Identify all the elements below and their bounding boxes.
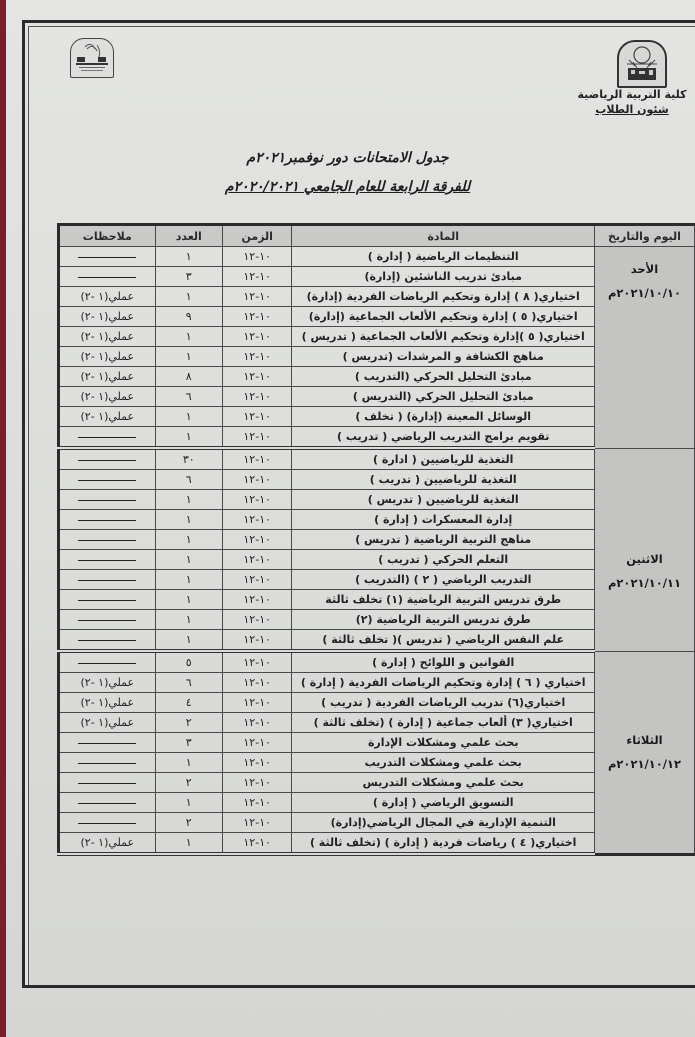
empty-note-line: [78, 560, 136, 561]
column-header-subject: المادة: [292, 225, 594, 247]
notes-cell: عملي(١ -٢): [59, 387, 156, 407]
count-cell: ١: [155, 590, 222, 610]
day-date-cell: [594, 651, 694, 854]
count-cell: ١: [155, 550, 222, 570]
notes-cell: عملي(١ -٢): [59, 287, 156, 307]
time-cell: ١٠-١٢: [222, 733, 292, 753]
time-cell: ١٠-١٢: [222, 610, 292, 630]
notes-cell: عملي(١ -٢): [59, 407, 156, 427]
notes-cell: [59, 448, 156, 470]
time-cell: ١٠-١٢: [222, 833, 292, 855]
subject-cell: التغذية للرياضيين ( ادارة ): [292, 448, 594, 470]
notes-cell: عملي(١ -٢): [59, 693, 156, 713]
subject-cell: علم النفس الرياضي ( تدريس )( تخلف ثالثة ): [292, 630, 594, 652]
notes-cell: عملي(١ -٢): [59, 347, 156, 367]
subject-cell: مبادئ التحليل الحركي (التدريب ): [292, 367, 594, 387]
subject-cell: اختياري ( ٦ ) إدارة وتحكيم الرياضات الفردية ( إدارة ): [292, 673, 594, 693]
day-date-cell: [594, 247, 694, 449]
subject-cell: اختياري( ٨ ) إدارة وتحكيم الرياضات الفردية (إدارة): [292, 287, 594, 307]
notes-cell: [59, 610, 156, 630]
notes-cell: [59, 733, 156, 753]
empty-note-line: [78, 277, 136, 278]
page-title: جدول الامتحانات دور نوفمبر٢٠٢١م: [246, 150, 449, 166]
count-cell: ١: [155, 570, 222, 590]
day-date-cell: [594, 448, 694, 651]
time-cell: ١٠-١٢: [222, 693, 292, 713]
subject-cell: الوسائل المعينة (إدارة) ( تخلف ): [292, 407, 594, 427]
time-cell: ١٠-١٢: [222, 448, 292, 470]
time-cell: ١٠-١٢: [222, 327, 292, 347]
time-cell: ١٠-١٢: [222, 407, 292, 427]
subject-cell: مبادئ تدريب الناشئين (إدارة): [292, 267, 594, 287]
empty-note-line: [78, 480, 136, 481]
empty-note-line: [78, 580, 136, 581]
notes-cell: عملي(١ -٢): [59, 307, 156, 327]
column-header-time: الزمن: [222, 225, 292, 247]
count-cell: ٢: [155, 813, 222, 833]
empty-note-line: [78, 257, 136, 258]
subject-cell: تقويم برامج التدريب الرياضي ( تدريب ): [292, 427, 594, 449]
notes-cell: [59, 793, 156, 813]
time-cell: ١٠-١٢: [222, 247, 292, 267]
notes-cell: [59, 651, 156, 673]
day-name: الثلاثاء: [626, 732, 663, 747]
subject-cell: التسويق الرياضي ( إدارة ): [292, 793, 594, 813]
time-cell: ١٠-١٢: [222, 673, 292, 693]
empty-note-line: [78, 520, 136, 521]
faculty-emblem-icon: [617, 40, 667, 88]
time-cell: ١٠-١٢: [222, 530, 292, 550]
empty-note-line: [78, 663, 136, 664]
time-cell: ١٠-١٢: [222, 753, 292, 773]
column-header-count: العدد: [155, 225, 222, 247]
notes-cell: [59, 267, 156, 287]
time-cell: ١٠-١٢: [222, 550, 292, 570]
day-name: الاثنين: [626, 551, 663, 566]
subject-cell: اختياري( ٥ )إدارة وتحكيم الألعاب الجماعية ( تدريس ): [292, 327, 594, 347]
notes-cell: عملي(١ -٢): [59, 713, 156, 733]
empty-note-line: [78, 763, 136, 764]
count-cell: ٢: [155, 713, 222, 733]
subject-cell: اختياري( ٥ ) إدارة وتحكيم الألعاب الجماعية (إدارة): [292, 307, 594, 327]
notes-cell: [59, 570, 156, 590]
count-cell: ٦: [155, 470, 222, 490]
notes-cell: [59, 530, 156, 550]
count-cell: ٣: [155, 267, 222, 287]
count-cell: ١: [155, 287, 222, 307]
department-name: شئون الطلاب: [595, 103, 669, 116]
subject-cell: طرق تدريس التربية الرياضية (١) تخلف ثالثة: [292, 590, 594, 610]
count-cell: ١: [155, 347, 222, 367]
count-cell: ١: [155, 327, 222, 347]
empty-note-line: [78, 620, 136, 621]
count-cell: ١: [155, 530, 222, 550]
subject-cell: اختياري(٦) تدريب الرياضات الفردية ( تدريب ): [292, 693, 594, 713]
time-cell: ١٠-١٢: [222, 590, 292, 610]
table-header-row: [59, 225, 695, 247]
empty-note-line: [78, 783, 136, 784]
count-cell: ١: [155, 247, 222, 267]
time-cell: ١٠-١٢: [222, 813, 292, 833]
subject-cell: اختياري( ٣) ألعاب جماعية ( إدارة ) (تخلف ثالثة ): [292, 713, 594, 733]
notes-cell: [59, 490, 156, 510]
subject-cell: القوانين و اللوائح ( إدارة ): [292, 651, 594, 673]
subject-cell: بحث علمي ومشكلات الإدارة: [292, 733, 594, 753]
faculty-heading: [577, 87, 687, 117]
table-row: [59, 247, 695, 267]
subject-cell: طرق تدريس التربية الرياضية (٢): [292, 610, 594, 630]
day-name: الأحد: [630, 262, 659, 276]
count-cell: ١: [155, 490, 222, 510]
notes-cell: [59, 590, 156, 610]
notes-cell: [59, 773, 156, 793]
count-cell: ٦: [155, 387, 222, 407]
count-cell: ١: [155, 510, 222, 530]
time-cell: ١٠-١٢: [222, 490, 292, 510]
subject-cell: التدريب الرياضي ( ٢ ) (التدريب ): [292, 570, 594, 590]
empty-note-line: [78, 640, 136, 641]
notes-cell: عملي(١ -٢): [59, 673, 156, 693]
count-cell: ٦: [155, 673, 222, 693]
time-cell: ١٠-١٢: [222, 427, 292, 449]
empty-note-line: [78, 460, 136, 461]
faculty-name: كلية التربية الرياضية: [577, 88, 687, 101]
notes-cell: [59, 247, 156, 267]
empty-note-line: [78, 600, 136, 601]
subject-cell: التعلم الحركي ( تدريب ): [292, 550, 594, 570]
count-cell: ١: [155, 427, 222, 449]
subject-cell: التنظيمات الرياضية ( إدارة ): [292, 247, 594, 267]
time-cell: ١٠-١٢: [222, 630, 292, 652]
column-header-day-date: اليوم والتاريخ: [594, 225, 694, 247]
empty-note-line: [78, 823, 136, 824]
count-cell: ٢: [155, 773, 222, 793]
count-cell: ٥: [155, 651, 222, 673]
count-cell: ٣٠: [155, 448, 222, 470]
subject-cell: مبادئ التحليل الحركي (التدريس ): [292, 387, 594, 407]
notes-cell: عملي(١ -٢): [59, 327, 156, 347]
university-emblem-icon: [70, 38, 114, 78]
subject-cell: التغذية للرياضيين ( تدريب ): [292, 470, 594, 490]
notes-cell: [59, 470, 156, 490]
time-cell: ١٠-١٢: [222, 307, 292, 327]
notes-cell: عملي(١ -٢): [59, 367, 156, 387]
empty-note-line: [78, 437, 136, 438]
subject-cell: التغذية للرياضيين ( تدريس ): [292, 490, 594, 510]
subject-cell: اختياري( ٤ ) رياضات فردية ( إدارة ) (تخلف ثالثة ): [292, 833, 594, 855]
empty-note-line: [78, 500, 136, 501]
time-cell: ١٠-١٢: [222, 347, 292, 367]
notes-cell: [59, 427, 156, 449]
page-subtitle: للفرقة الرابعة للعام الجامعي ٢٠٢٠/٢٠٢١م: [224, 179, 471, 195]
notes-cell: [59, 510, 156, 530]
count-cell: ١: [155, 407, 222, 427]
notes-cell: [59, 753, 156, 773]
count-cell: ١: [155, 753, 222, 773]
time-cell: ١٠-١٢: [222, 267, 292, 287]
time-cell: ١٠-١٢: [222, 713, 292, 733]
exam-schedule-table: [57, 223, 695, 856]
empty-note-line: [78, 743, 136, 744]
time-cell: ١٠-١٢: [222, 651, 292, 673]
count-cell: ٩: [155, 307, 222, 327]
notes-cell: [59, 813, 156, 833]
count-cell: ١: [155, 793, 222, 813]
count-cell: ٤: [155, 693, 222, 713]
exam-date: ٢٠٢١/١٠/١٢م: [607, 756, 681, 771]
time-cell: ١٠-١٢: [222, 793, 292, 813]
subject-cell: مناهج التربية الرياضية ( تدريس ): [292, 530, 594, 550]
subject-cell: مناهج الكشافة و المرشدات (تدريس ): [292, 347, 594, 367]
exam-date: ٢٠٢١/١٠/١١م: [607, 575, 681, 590]
empty-note-line: [78, 540, 136, 541]
count-cell: ١: [155, 833, 222, 855]
time-cell: ١٠-١٢: [222, 287, 292, 307]
empty-note-line: [78, 803, 136, 804]
subject-cell: إدارة المعسكرات ( إدارة ): [292, 510, 594, 530]
count-cell: ١: [155, 610, 222, 630]
notes-cell: [59, 550, 156, 570]
time-cell: ١٠-١٢: [222, 470, 292, 490]
column-header-notes: ملاحظات: [59, 225, 156, 247]
subject-cell: التنمية الإدارية في المجال الرياضي(إدارة): [292, 813, 594, 833]
time-cell: ١٠-١٢: [222, 367, 292, 387]
count-cell: ١: [155, 630, 222, 652]
notes-cell: [59, 630, 156, 652]
time-cell: ١٠-١٢: [222, 570, 292, 590]
time-cell: ١٠-١٢: [222, 773, 292, 793]
exam-date: ٢٠٢١/١٠/١٠م: [607, 286, 681, 300]
notes-cell: عملي(١ -٢): [59, 833, 156, 855]
subject-cell: بحث علمي ومشكلات التدريس: [292, 773, 594, 793]
count-cell: ٨: [155, 367, 222, 387]
count-cell: ٣: [155, 733, 222, 753]
table-row: [59, 651, 695, 673]
time-cell: ١٠-١٢: [222, 510, 292, 530]
time-cell: ١٠-١٢: [222, 387, 292, 407]
table-body: [59, 247, 695, 855]
subject-cell: بحث علمي ومشكلات التدريب: [292, 753, 594, 773]
table-row: [59, 448, 695, 470]
